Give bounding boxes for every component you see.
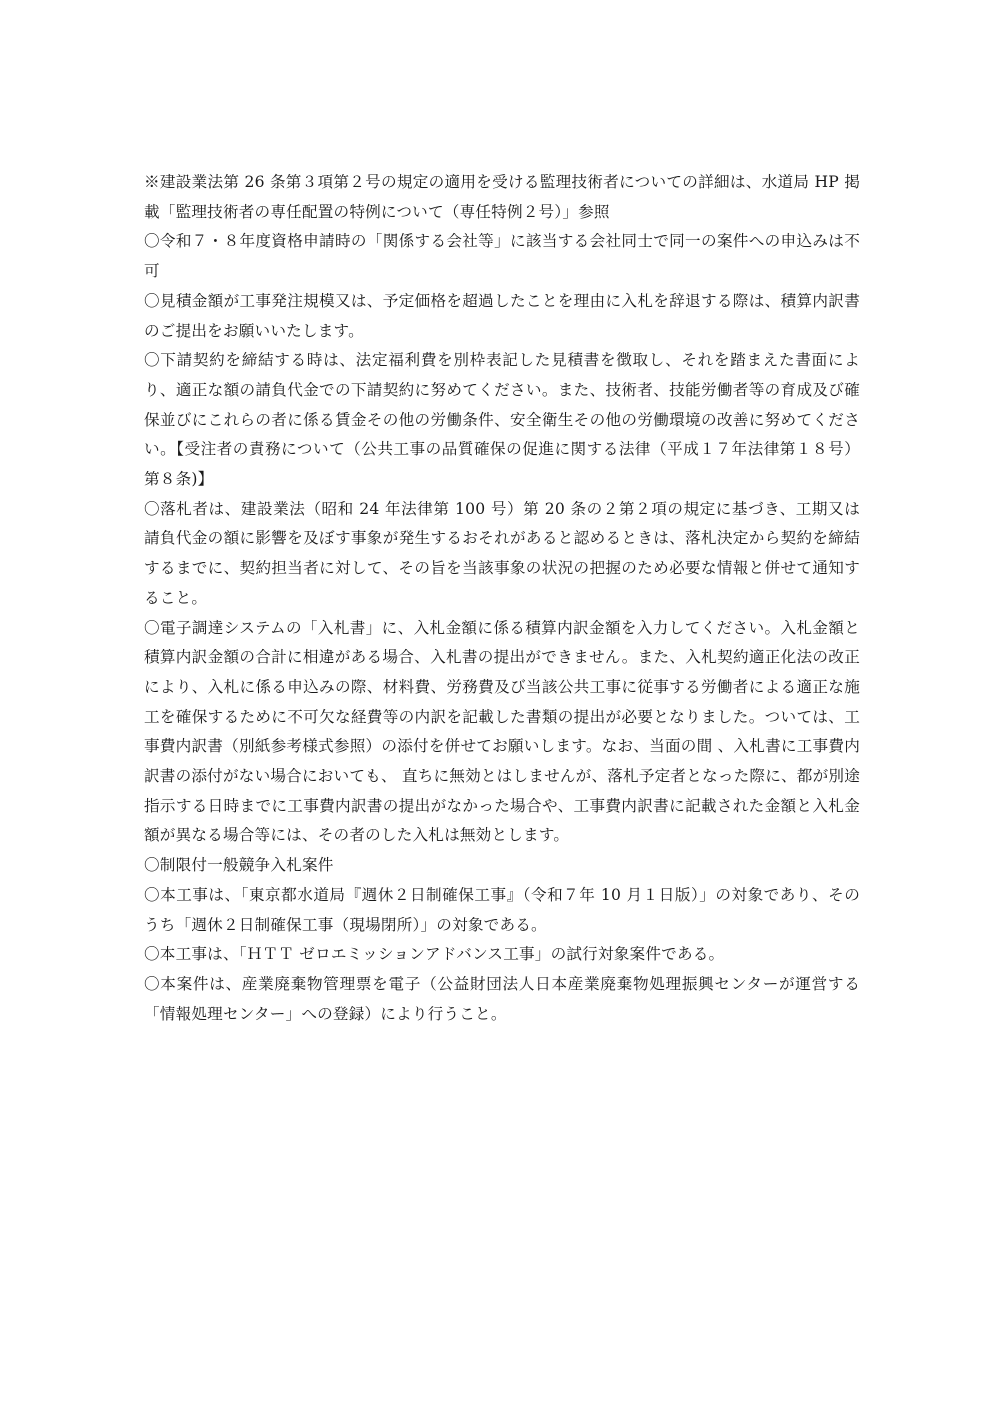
note-estimate-breakdown: 〇見積金額が工事発注規模又は、予定価格を超過したことを理由に入札を辞退する際は、積算内訳書のご提出をお願いいたします。 — [144, 291, 860, 340]
note-electronic-bidding: 〇電子調達システムの「入札書」に、入札金額に係る積算内訳金額を入力してください。入札金額と積算内訳金額の合計に相違がある場合、入札書の提出ができません。また、入札契約適正化法の改正により、入札に係る申込みの際、材料費、労務費及び当該公共工事に従事する労働者による適正な施工を確保するために不可欠な経費等の内訳を記載した書類の提出が必要となりました。ついては、工事費内訳書（別紙参考様式参照）の添付を併せてお願いします。なお、当面の間 、入札書に工事費内訳書の添付がない場合においても、 直ちに無効とはしませんが、落札予定者となった際に、都が別途指示する日時までに工事費内訳書の提出がなかった場合や、工事費内訳書に記載された金額と入札金額が異なる場合等には、その者のした入札は無効とします。 — [144, 618, 860, 845]
note-two-day-weekend: 〇本工事は、「東京都水道局『週休２日制確保工事』（令和７年 10 月１日版）」の対象であり、そのうち「週休２日制確保工事（現場閉所）」の対象である。 — [144, 885, 860, 934]
note-supervising-engineer: ※建設業法第 26 条第３項第２号の規定の適用を受ける監理技術者についての詳細は、水道局 HP 掲載「監理技術者の専任配置の特例について（専任特例２号）」参照 — [144, 173, 860, 221]
note-htt-zero-emission: 〇本工事は、「ＨＴＴ ゼロエミッションアドバンス工事」の試行対象案件である。 — [144, 945, 725, 964]
note-winning-bidder-notice: 〇落札者は、建設業法（昭和 24 年法律第 100 号）第 20 条の２第２項の規定に基づき、工期又は請負代金の額に影響を及ぼす事象が発生するおそれがあると認めるときは、落札決定から契約を締結するまでに、契約担当者に対して、その旨を当該事象の状況の把握のため必要な情報と併せて通知すること。 — [144, 499, 860, 607]
document-body — [144, 168, 860, 1029]
note-industrial-waste-manifest: 〇本案件は、産業廃棄物管理票を電子（公益財団法人日本産業廃棄物処理振興センターが運営する「情報処理センター」への登録）により行うこと。 — [144, 974, 860, 1023]
note-restricted-competitive-bid: 〇制限付一般競争入札案件 — [144, 856, 334, 875]
note-related-companies: 〇令和７・８年度資格申請時の「関係する会社等」に該当する会社同士で同一の案件への申込みは不可 — [144, 232, 860, 281]
note-subcontract: 〇下請契約を締結する時は、法定福利費を別枠表記した見積書を徴取し、それを踏まえた書面により、適正な額の請負代金での下請契約に努めてください。また、技術者、技能労働者等の育成及び確保並びにこれらの者に係る賃金その他の労働条件、安全衛生その他の労働環境の改善に努めてください。【受注者の責務について（公共工事の品質確保の促進に関する法律（平成１７年法律第１８号）第８条)】 — [144, 351, 860, 489]
